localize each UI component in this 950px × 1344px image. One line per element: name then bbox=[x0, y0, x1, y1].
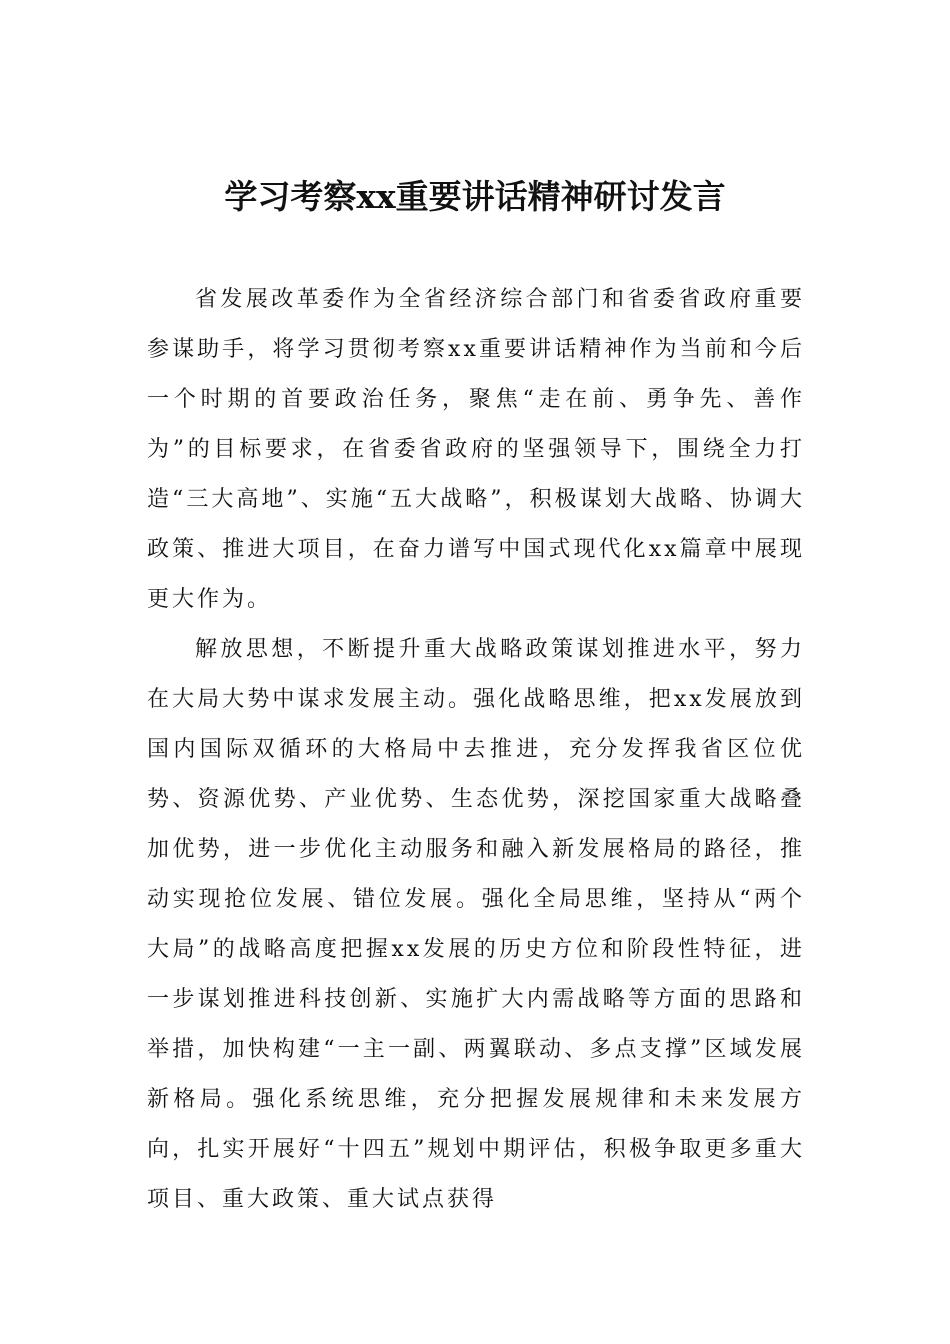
document-body bbox=[147, 275, 805, 1225]
paragraph-1: 省发展改革委作为全省经济综合部门和省委省政府重要参谋助手，将学习贯彻考察xx重要讲话精神作为当前和今后一个时期的首要政治任务，聚焦“走在前、勇争先、善作为”的目标要求，在省委省政府的坚强领导下，围绕全力打造“三大高地”、实施“五大战略”，积极谋划大战略、协调大政策、推进大项目，在奋力谱写中国式现代化xx篇章中展现更大作为。 bbox=[147, 287, 805, 612]
paragraph-2: 解放思想，不断提升重大战略政策谋划推进水平，努力在大局大势中谋求发展主动。强化战略思维，把xx发展放到国内国际双循环的大格局中去推进，充分发挥我省区位优势、资源优势、产业优势、生态优势，深挖国家重大战略叠加优势，进一步优化主动服务和融入新发展格局的路径，推动实现抢位发展、错位发展。强化全局思维，坚持从“两个大局”的战略高度把握xx发展的历史方位和阶段性特征，进一步谋划推进科技创新、实施扩大内需战略等方面的思路和举措，加快构建“一主一副、两翼联动、多点支撑”区域发展新格局。强化系统思维，充分把握发展规律和未来发展方向，扎实开展好“十四五”规划中期评估，积极争取更多重大项目、重大政策、重大试点获得 bbox=[147, 637, 805, 1212]
document-title: 学习考察xx重要讲话精神研讨发言 bbox=[224, 177, 726, 216]
